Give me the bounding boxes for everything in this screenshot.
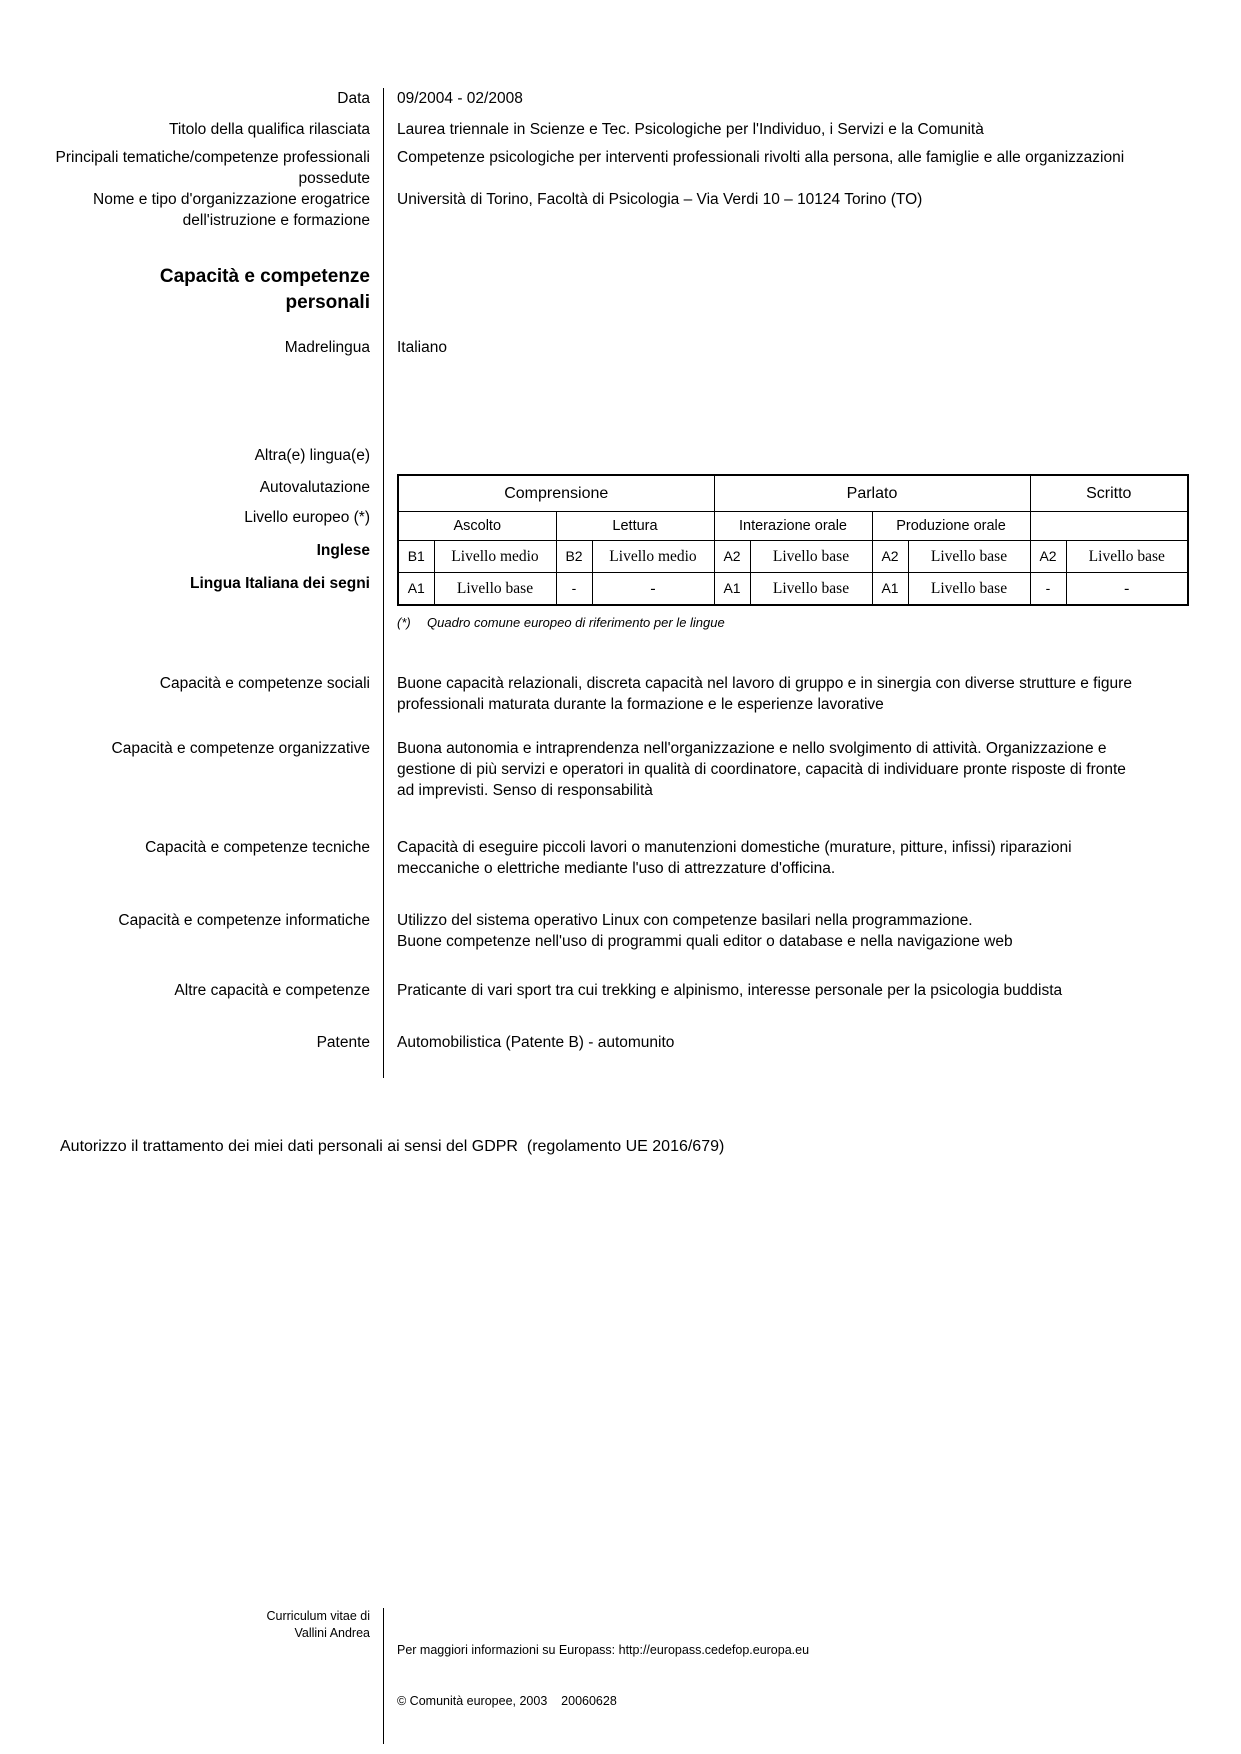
row-value xyxy=(383,88,1190,119)
table-spacer xyxy=(397,446,1190,474)
value-text: Buona autonomia e intraprendenza nell'organizzazione e nello svolgimento di attività. Organizzazione e gestione di più servizi e operatori in qualità di coordinatore, capacità di individuare pronte risposte di fronte ad imprevisti. Senso di responsabilità xyxy=(397,740,1126,799)
competence-row-altre xyxy=(0,980,1190,1032)
table-code-cell: - xyxy=(556,573,592,606)
row-value xyxy=(383,119,1190,147)
value-text: Laurea triennale in Scienze e Tec. Psicologiche per l'Individuo, i Servizi e la Comunità xyxy=(397,121,984,138)
table-level-cell: Livello base xyxy=(434,573,556,606)
competence-row-organizzative xyxy=(0,738,1190,837)
footer-left xyxy=(0,1608,370,1744)
assessment-row-lis xyxy=(398,573,1188,606)
education-row-organisation xyxy=(0,189,1190,264)
skill-header-produzione: Produzione orale xyxy=(872,512,1030,541)
footnote-marker: (*) xyxy=(397,615,411,630)
value-text: Italiano xyxy=(397,339,447,356)
value-text: Buone competenze nell'uso di programmi quali editor o database e nella navigazione web xyxy=(397,933,1013,950)
languages-value xyxy=(383,446,1190,673)
row-value xyxy=(383,1032,1190,1078)
row-label: Capacità e competenze sociali xyxy=(159,675,370,692)
table-skill-header-row xyxy=(398,512,1188,541)
education-row-subjects xyxy=(0,147,1190,189)
row-value xyxy=(383,673,1190,738)
row-value xyxy=(383,837,1190,910)
footnote-text: Quadro comune europeo di riferimento per le lingue xyxy=(427,615,725,630)
row-label: Madrelingua xyxy=(284,339,370,356)
footer-europass-info: Per maggiori informazioni su Europass: http://europass.cedefop.europa.eu xyxy=(397,1643,810,1657)
row-label: Altre capacità e competenze xyxy=(174,982,370,999)
table-code-cell: A1 xyxy=(872,573,908,606)
row-label: Capacità e competenze informatiche xyxy=(118,912,370,929)
european-level-label: Livello europeo (*) xyxy=(244,509,370,526)
footer-right xyxy=(383,1608,1190,1744)
row-label: Capacità e competenze organizzative xyxy=(111,740,370,757)
table-level-cell: Livello base xyxy=(908,541,1030,573)
competence-row-sociali xyxy=(0,673,1190,738)
table-level-cell: Livello base xyxy=(908,573,1030,606)
cv-body xyxy=(0,88,1190,1078)
table-group-header-row xyxy=(398,475,1188,512)
table-level-cell: - xyxy=(592,573,714,606)
row-value xyxy=(383,264,1190,337)
section-heading: Capacità e competenze personali xyxy=(159,266,370,313)
skill-header-scritto-empty xyxy=(1030,512,1188,541)
table-code-cell: - xyxy=(1030,573,1066,606)
row-value xyxy=(383,738,1190,837)
table-level-cell: Livello base xyxy=(750,541,872,573)
row-value xyxy=(383,910,1190,980)
competence-row-informatiche xyxy=(0,910,1190,980)
table-level-cell: - xyxy=(1066,573,1188,606)
language-assessment-table xyxy=(397,474,1189,606)
value-text: Automobilistica (Patente B) - automunito xyxy=(397,1034,675,1051)
table-code-cell: B1 xyxy=(398,541,434,573)
language-name-2: Lingua Italiana dei segni xyxy=(189,575,370,592)
group-header-parlato: Parlato xyxy=(714,475,1030,512)
table-level-cell: Livello base xyxy=(750,573,872,606)
row-label: Data xyxy=(337,90,370,107)
row-label xyxy=(0,264,370,337)
skill-header-lettura: Lettura xyxy=(556,512,714,541)
row-label: Principali tematiche/competenze professionali possedute xyxy=(55,149,370,187)
row-value xyxy=(383,980,1190,1032)
languages-labels xyxy=(0,446,370,673)
row-value xyxy=(383,337,1190,446)
table-code-cell: A2 xyxy=(872,541,908,573)
group-header-scritto: Scritto xyxy=(1030,475,1188,512)
skill-header-interazione: Interazione orale xyxy=(714,512,872,541)
table-code-cell: A2 xyxy=(714,541,750,573)
footer-person-name: Vallini Andrea xyxy=(294,1626,370,1640)
group-header-comprensione: Comprensione xyxy=(398,475,714,512)
assessment-row-inglese xyxy=(398,541,1188,573)
row-value xyxy=(383,147,1190,189)
cefr-footnote xyxy=(397,614,1190,632)
row-value xyxy=(383,189,1190,264)
other-languages-label: Altra(e) lingua(e) xyxy=(254,447,370,464)
table-code-cell: A1 xyxy=(398,573,434,606)
competence-row-tecniche xyxy=(0,837,1190,910)
mother-tongue-row xyxy=(0,337,1190,446)
table-level-cell: Livello medio xyxy=(434,541,556,573)
language-name-1: Inglese xyxy=(316,542,370,559)
table-level-cell: Livello medio xyxy=(592,541,714,573)
gdpr-statement: Autorizzo il trattamento dei miei dati personali ai sensi del GDPR (regolamento UE 2016/679) xyxy=(60,1138,725,1155)
footer-cv-of-label: Curriculum vitae di xyxy=(266,1609,370,1623)
table-code-cell: B2 xyxy=(556,541,592,573)
table-code-cell: A2 xyxy=(1030,541,1066,573)
value-text: Utilizzo del sistema operativo Linux con competenze basilari nella programmazione. xyxy=(397,912,973,929)
value-text: 09/2004 - 02/2008 xyxy=(397,90,523,107)
competence-row-patente xyxy=(0,1032,1190,1078)
row-label: Nome e tipo d'organizzazione erogatrice dell'istruzione e formazione xyxy=(93,191,370,229)
value-text: Praticante di vari sport tra cui trekking e alpinismo, interesse personale per la psicologia buddista xyxy=(397,982,1063,999)
education-row-date xyxy=(0,88,1190,119)
table-code-cell: A1 xyxy=(714,573,750,606)
page-footer xyxy=(0,1608,1190,1744)
footer-copyright: © Comunità europee, 2003 20060628 xyxy=(397,1694,617,1708)
skill-header-ascolto: Ascolto xyxy=(398,512,556,541)
row-label: Patente xyxy=(316,1034,370,1051)
table-level-cell: Livello base xyxy=(1066,541,1188,573)
languages-row xyxy=(0,446,1190,673)
education-row-title xyxy=(0,119,1190,147)
row-label: Titolo della qualifica rilasciata xyxy=(168,121,370,138)
personal-competences-section-row xyxy=(0,264,1190,337)
row-label: Capacità e competenze tecniche xyxy=(145,839,370,856)
self-assessment-label: Autovalutazione xyxy=(259,479,370,496)
value-text: Capacità di eseguire piccoli lavori o manutenzioni domestiche (murature, pitture, infissi) riparazioni meccaniche o elettriche mediante l'uso di attrezzature d'officina. xyxy=(397,839,1072,877)
value-text: Buone capacità relazionali, discreta capacità nel lavoro di gruppo e in sinergia con diverse strutture e figure professionali maturata durante la formazione e le esperienze lavorative xyxy=(397,675,1132,713)
value-text: Università di Torino, Facoltà di Psicologia – Via Verdi 10 – 10124 Torino (TO) xyxy=(397,191,923,208)
value-text: Competenze psicologiche per interventi professionali rivolti alla persona, alle famiglie e alle organizzazioni xyxy=(397,149,1125,166)
